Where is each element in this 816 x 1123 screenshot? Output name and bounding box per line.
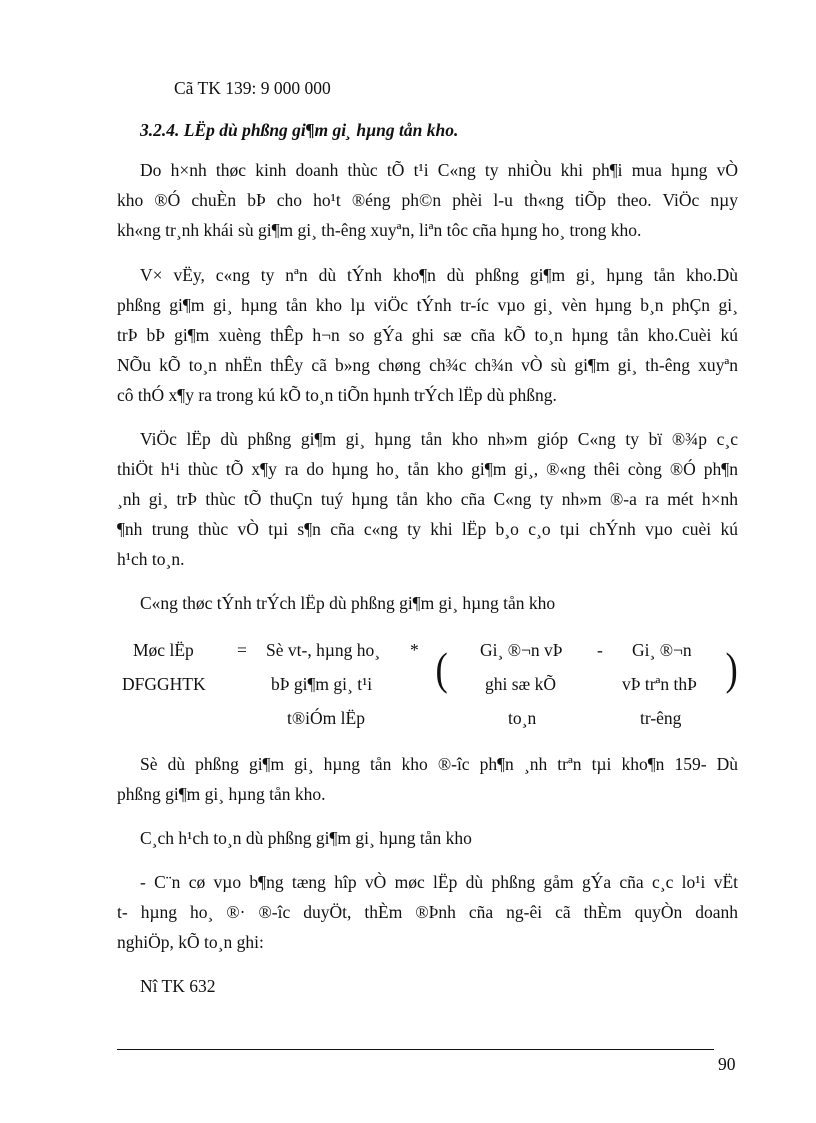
paragraph-line: t- hµng ho¸ ®· ®-îc duyÖt, thÈm ®Þnh cña ng-êi cã thÈm quyÒn doanh <box>117 902 738 922</box>
paragraph-line: kh«ng tr¸nh khái sù gi¶m gi¸ th-êng xuyªn, liªn tôc cña hµng ho¸ trong kho. <box>117 220 642 240</box>
formula-lhs-line: DFGGHTK <box>122 674 206 694</box>
paragraph-line: Do h×nh thøc kinh doanh thùc tÕ t¹i C«ng ty nhiÒu khi ph¶i mua hµng vÒ <box>140 160 738 180</box>
paragraph-line: h¹ch to¸n. <box>117 549 185 569</box>
formula-book-price-line: to¸n <box>508 708 537 728</box>
paragraph-line: C¸ch h¹ch to¸n dù phßng gi¶m gi¸ hµng tån kho <box>140 828 472 848</box>
formula-market-price-line: tr-êng <box>640 708 682 728</box>
formula-quantity-line: t®iÓm lËp <box>287 708 365 728</box>
paragraph-line: phßng gi¶m gi¸ hµng tån kho. <box>117 784 326 804</box>
formula-quantity-line: bÞ gi¶m gi¸ t¹i <box>271 674 373 694</box>
formula-book-price-line: ghi sæ kÕ <box>485 674 556 694</box>
formula-equals: = <box>237 640 247 660</box>
paragraph-line: NÕu kÕ to¸n nhËn thÊy cã b»ng chøng ch¾c ch¾n vÒ sù gi¶m gi¸ th-êng xuyªn <box>117 355 738 375</box>
paragraph-line: phßng gi¶m gi¸ hµng tån kho lµ viÖc tÝnh tr-íc vµo gi¸ vèn hµng b¸n phÇn gi¸ <box>117 295 738 315</box>
entry-line: Nî TK 632 <box>140 976 216 996</box>
formula-minus: - <box>597 640 603 660</box>
paragraph-line: trÞ bÞ gi¶m xuèng thÊp h¬n so gÝa ghi sæ cña kÕ to¸n hµng tån kho.Cuèi kú <box>117 325 738 345</box>
paragraph-line: Sè dù phßng gi¶m gi¸ hµng tån kho ®-îc ph¶n ¸nh trªn tµi kho¶n 159- Dù <box>140 754 738 774</box>
page-number: 90 <box>718 1054 736 1074</box>
section-heading: 3.2.4. LËp dù phßng gi¶m gi¸ hµng tån kho. <box>140 120 459 140</box>
formula-lhs-line: Møc lËp <box>133 640 194 660</box>
paragraph-line: ¶nh trung thùc vÒ tµi s¶n cña c«ng ty khi lËp b¸o c¸o tµi chÝnh vµo cuèi kú <box>117 519 738 539</box>
paragraph-line: thiÖt h¹i thùc tÕ x¶y ra do hµng ho¸ tån kho gi¶m gi¸, ®«ng thêi còng ®Ó ph¶n <box>117 459 738 479</box>
formula-market-price-line: Gi¸ ®¬n <box>632 640 692 660</box>
formula-close-paren: ) <box>725 643 738 694</box>
formula-open-paren: ( <box>435 643 448 694</box>
formula-multiply: * <box>410 640 419 660</box>
formula-caption: C«ng thøc tÝnh trÝch lËp dù phßng gi¶m gi¸ hµng tån kho <box>140 593 556 613</box>
paragraph-line: kho ®Ó chuÈn bÞ cho ho¹t ®éng ph©n phèi l-u th«ng tiÕp theo. ViÖc nµy <box>117 190 738 210</box>
paragraph-line: ¸nh gi¸ trÞ thùc tÕ thuÇn tuý hµng tån kho cña C«ng ty nh»m ®-a ra mét h×nh <box>117 489 738 509</box>
paragraph-line: - C¨n cø vµo b¶ng tæng hîp vÒ møc lËp dù phßng gåm gÝa cña c¸c lo¹i vËt <box>140 872 738 892</box>
paragraph-line: V× vËy, c«ng ty nªn dù tÝnh kho¶n dù phßng gi¶m gi¸ hµng tån kho.Dù <box>140 265 738 285</box>
account-line: Cã TK 139: 9 000 000 <box>174 78 331 98</box>
formula-market-price-line: vÞ trªn thÞ <box>622 674 697 694</box>
paragraph-line: ViÖc lËp dù phßng gi¶m gi¸ hµng tån kho nh»m gióp C«ng ty bï ®¾p c¸c <box>140 429 738 449</box>
footer-rule <box>117 1049 714 1050</box>
paragraph-line: cô thÓ x¶y ra trong kú kÕ to¸n tiÕn hµnh trÝch lËp dù phßng. <box>117 385 557 405</box>
formula-book-price-line: Gi¸ ®¬n vÞ <box>480 640 563 660</box>
paragraph-line: nghiÖp, kÕ to¸n ghi: <box>117 932 264 952</box>
formula-quantity-line: Sè vt-, hµng ho¸ <box>266 640 381 660</box>
